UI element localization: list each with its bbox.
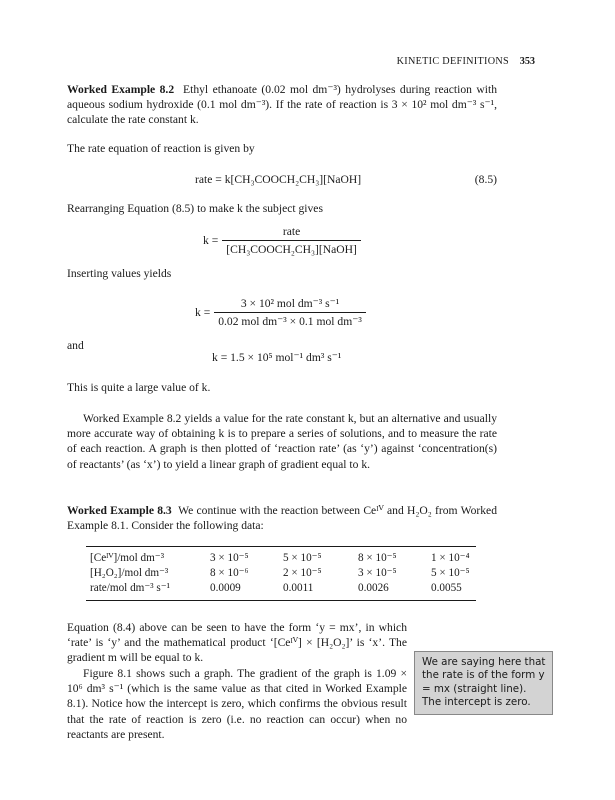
table-cell: 0.0009 — [210, 582, 241, 595]
table-cell: 5 × 10⁻⁵ — [283, 552, 322, 564]
table-cell: 8 × 10⁻⁶ — [210, 567, 249, 580]
inserted-denominator: 0.02 mol dm⁻³ × 0.1 mol dm⁻³ — [214, 312, 366, 329]
table-cell: 3 × 10⁻⁵ — [358, 567, 397, 580]
closing-paragraph-1: Equation (8.4) above can be seen to have the form ‘y = mx’, in which ‘rate’ is ‘y’ and the mathematical product ‘[Ceᴵⱽ] × [H₂O₂]’ is ‘x’. The gradient m will be equal to k. — [67, 621, 407, 665]
inserted-fraction — [214, 296, 366, 329]
page-number: 353 — [519, 56, 535, 67]
rearranged-equation — [203, 224, 361, 257]
table-row-label: [Ceᴵⱽ]/mol dm⁻³ — [90, 552, 165, 564]
conclusion-text: This is quite a large value of k. — [67, 381, 211, 394]
table-cell: 0.0055 — [431, 582, 462, 595]
table-cell: 1 × 10⁻⁴ — [431, 552, 470, 564]
rearranged-fraction — [222, 224, 361, 257]
table-cell: 8 × 10⁻⁵ — [358, 552, 397, 564]
k-label-2: k = — [195, 306, 211, 320]
data-table-wrapper — [90, 551, 481, 597]
rearrange-text: Rearranging Equation (8.5) to make k the subject gives — [67, 202, 323, 215]
rate-equation: rate = k[CH₃COOCH₂CH₃][NaOH] — [195, 173, 362, 186]
table-cell: 3 × 10⁻⁵ — [210, 552, 249, 564]
rate-equation-intro: The rate equation of reaction is given by — [67, 142, 255, 155]
table-cell: 2 × 10⁻⁵ — [283, 567, 322, 580]
table-row-h2o2-concentration — [90, 566, 481, 581]
table-bottom-rule — [86, 600, 476, 601]
k-label: k = — [203, 234, 219, 248]
table-row-rate — [90, 581, 481, 596]
worked-example-8-3-problem — [67, 503, 497, 533]
table-row-label: rate/mol dm⁻³ s⁻¹ — [90, 582, 171, 595]
worked-example-8-3-text: We continue with the reaction between Ceᴵⱽ and H₂O₂ from Worked Example 8.1. Consider the following data: — [67, 504, 497, 533]
table-cell: 5 × 10⁻⁵ — [431, 567, 470, 580]
worked-example-8-2-label: Worked Example 8.2 — [67, 83, 175, 96]
worked-example-8-2-text: Ethyl ethanoate (0.02 mol dm⁻³) hydrolyses during reaction with aqueous sodium hydroxide (0.1 mol dm⁻³). If the rate of reaction is 3 × 10² mol dm⁻³ s⁻¹, calculate the rate constant k. — [67, 83, 497, 127]
rearranged-denominator: [CH₃COOCH₂CH₃][NaOH] — [222, 240, 361, 257]
table-row-label: [H₂O₂]/mol dm⁻³ — [90, 567, 169, 580]
table-cell: 0.0026 — [358, 582, 389, 595]
rearranged-numerator: rate — [282, 225, 301, 238]
margin-note: We are saying here that the rate is of the form y = mx (straight line). The intercept is zero. — [414, 651, 553, 715]
table-cell: 0.0011 — [283, 582, 314, 595]
result-equation: k = 1.5 × 10⁵ mol⁻¹ dm³ s⁻¹ — [212, 351, 342, 364]
closing-paragraph-2: Figure 8.1 shows such a graph. The gradient of the graph is 1.09 × 10⁶ dm³ s⁻¹ (which is the same value as that cited in Worked Example 8.1). Notice how the intercept is zero, which confirms the obvious result that the rate of reaction is zero (i.e. no reaction can occur) when no reactants are present. — [67, 667, 407, 741]
table-top-rule — [86, 546, 476, 547]
running-header: KINETIC DEFINITIONS — [396, 56, 509, 67]
inserting-text: Inserting values yields — [67, 267, 172, 280]
inserted-numerator: 3 × 10² mol dm⁻³ s⁻¹ — [240, 297, 340, 310]
worked-example-8-3-label: Worked Example 8.3 — [67, 504, 172, 517]
table-row-ce-concentration — [90, 551, 481, 566]
inserted-equation — [195, 296, 366, 329]
equation-number: (8.5) — [474, 173, 497, 186]
and-text: and — [67, 339, 84, 352]
discussion-paragraph: Worked Example 8.2 yields a value for the rate constant k, but an alternative and usually more accurate way of obtaining k is to prepare a series of solutions, and to measure the rate of each reaction. A graph is then plotted of ‘reaction rate’ (as ‘y’) against ‘concentration(s) of reactants’ (as ‘x’) to yield a linear graph of gradient equal to k. — [67, 412, 497, 471]
worked-example-8-2-problem — [67, 82, 497, 128]
data-table — [90, 551, 481, 597]
